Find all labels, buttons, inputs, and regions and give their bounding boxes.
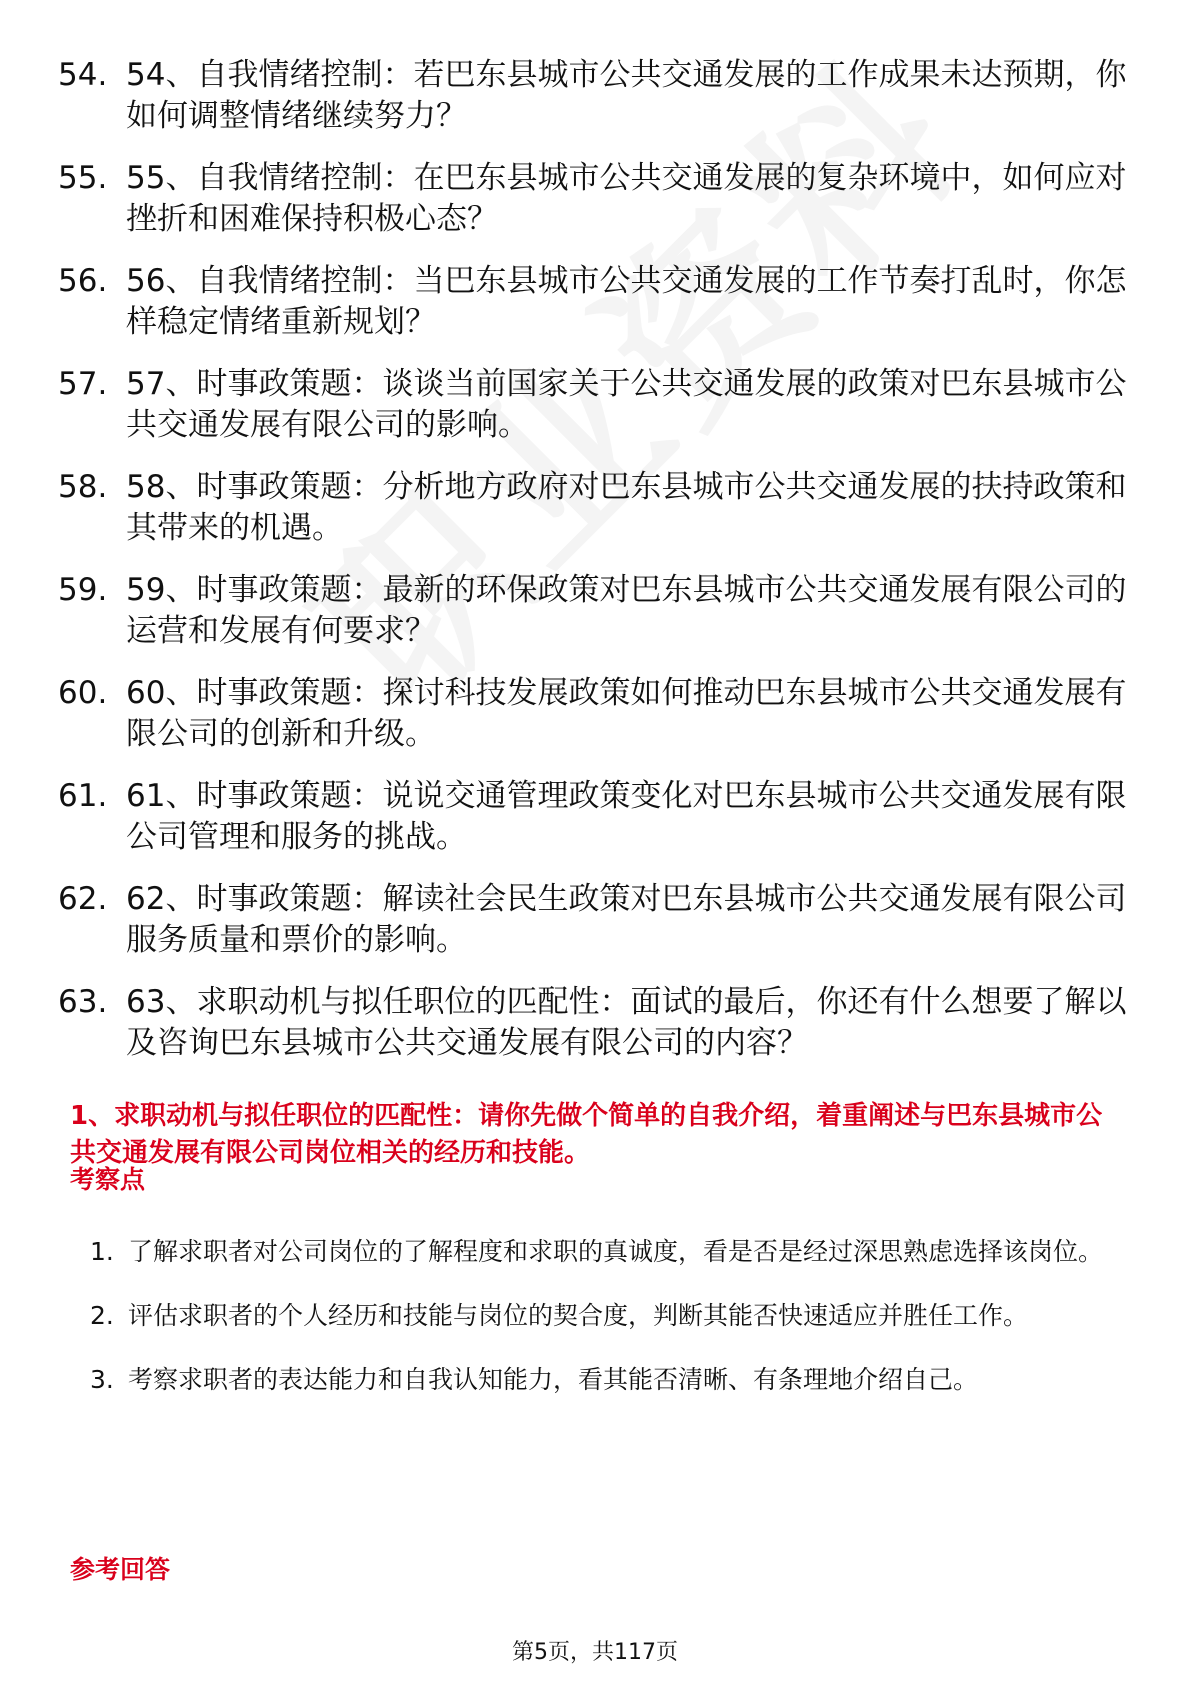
- question-number: 58.: [58, 469, 108, 505]
- question-number: 54.: [58, 57, 108, 93]
- question-item: [58, 776, 1128, 858]
- question-list: [58, 55, 1128, 1085]
- page-footer: 第5页，共117页: [512, 1640, 678, 1665]
- point-item: [90, 1225, 1130, 1279]
- question-item: [58, 570, 1128, 652]
- question-text: 60、时事政策题：探讨科技发展政策如何推动巴东县城市公共交通发展有限公司的创新和升级。: [126, 675, 1127, 752]
- point-number: 1.: [90, 1237, 114, 1266]
- question-item: [58, 261, 1128, 343]
- question-item: [58, 982, 1128, 1064]
- question-number: 57.: [58, 366, 108, 402]
- question-number: 59.: [58, 572, 108, 608]
- question-item: [58, 55, 1128, 137]
- point-number: 3.: [90, 1365, 114, 1394]
- question-number: 62.: [58, 881, 108, 917]
- question-item: [58, 673, 1128, 755]
- question-number: 60.: [58, 675, 108, 711]
- point-item: [90, 1289, 1130, 1343]
- point-number: 2.: [90, 1301, 114, 1330]
- question-text: 56、自我情绪控制：当巴东县城市公共交通发展的工作节奏打乱时，你怎样稳定情绪重新规划？: [126, 263, 1127, 340]
- question-number: 56.: [58, 263, 108, 299]
- section-title: 1、求职动机与拟任职位的匹配性：请你先做个简单的自我介绍，着重阐述与巴东县城市公共交通发展有限公司岗位相关的经历和技能。: [70, 1101, 1103, 1168]
- question-number: 61.: [58, 778, 108, 814]
- points-list: [90, 1225, 1130, 1417]
- answer-label: 参考回答: [70, 1555, 171, 1584]
- point-text: 考察求职者的表达能力和自我认知能力，看其能否清晰、有条理地介绍自己。: [128, 1365, 979, 1394]
- question-item: [58, 158, 1128, 240]
- question-item: [58, 879, 1128, 961]
- question-text: 61、时事政策题：说说交通管理政策变化对巴东县城市公共交通发展有限公司管理和服务的挑战。: [126, 778, 1127, 855]
- question-text: 57、时事政策题：谈谈当前国家关于公共交通发展的政策对巴东县城市公共交通发展有限公司的影响。: [126, 366, 1127, 443]
- question-text: 59、时事政策题：最新的环保政策对巴东县城市公共交通发展有限公司的运营和发展有何要求？: [126, 572, 1127, 649]
- question-text: 58、时事政策题：分析地方政府对巴东县城市公共交通发展的扶持政策和其带来的机遇。: [126, 469, 1127, 546]
- points-label: 考察点: [70, 1165, 146, 1194]
- point-text: 评估求职者的个人经历和技能与岗位的契合度，判断其能否快速适应并胜任工作。: [128, 1301, 1029, 1330]
- question-text: 62、时事政策题：解读社会民生政策对巴东县城市公共交通发展有限公司服务质量和票价的影响。: [126, 881, 1127, 958]
- point-item: [90, 1353, 1130, 1407]
- question-number: 63.: [58, 984, 108, 1020]
- question-number: 55.: [58, 160, 108, 196]
- question-text: 63、求职动机与拟任职位的匹配性：面试的最后，你还有什么想要了解以及咨询巴东县城市公共交通发展有限公司的内容？: [126, 984, 1127, 1061]
- question-item: [58, 364, 1128, 446]
- question-item: [58, 467, 1128, 549]
- question-text: 55、自我情绪控制：在巴东县城市公共交通发展的复杂环境中，如何应对挫折和困难保持积极心态？: [126, 160, 1127, 237]
- question-text: 54、自我情绪控制：若巴东县城市公共交通发展的工作成果未达预期，你如何调整情绪继续努力？: [126, 57, 1127, 134]
- point-text: 了解求职者对公司岗位的了解程度和求职的真诚度，看是否是经过深思熟虑选择该岗位。: [128, 1237, 1104, 1266]
